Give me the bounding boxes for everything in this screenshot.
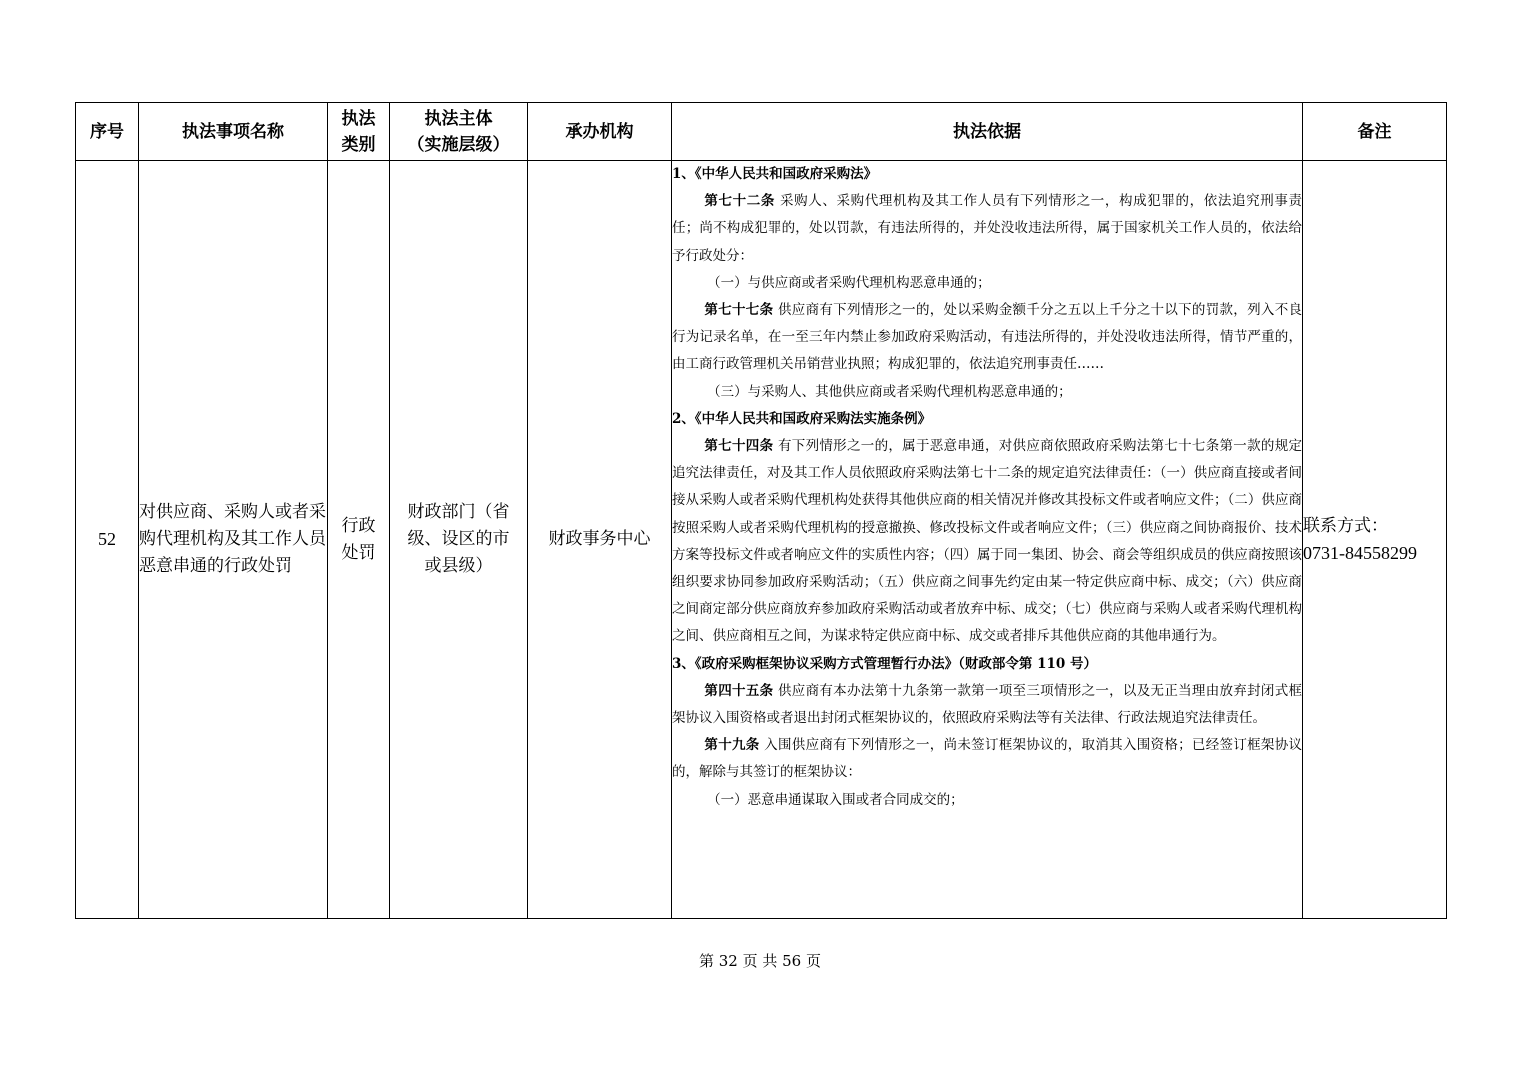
cell-category (328, 161, 390, 919)
header-name: 执法事项名称 (139, 103, 328, 161)
header-agency: 承办机构 (528, 103, 672, 161)
law1-article77 (672, 297, 1302, 379)
law3-title: 3、《政府采购框架协议采购方式管理暂行办法》（财政部令第 110 号） (672, 655, 1097, 672)
law1-article77-text: 供应商有下列情形之一的，处以采购金额千分之五以上千分之十以下的罚款，列入不良行为记录名单，在一至三年内禁止参加政府采购活动，有违法所得的，并处没收违法所得，情节严重的，由工商行政管理机关吊销营业执照；构成犯罪的，依法追究刑事责任…… (672, 302, 1303, 373)
law3-article19-text: 入围供应商有下列情形之一，尚未签订框架协议的，取消其入围资格；已经签订框架协议的，解除与其签订的框架协议： (672, 737, 1303, 781)
cell-item-name: 对供应商、采购人或者采购代理机构及其工作人员恶意串通的行政处罚 (139, 161, 328, 919)
header-subject-line1: 执法主体 (424, 108, 493, 129)
law2-article74-head: 第七十四条 (704, 438, 774, 455)
law1-article72 (672, 188, 1302, 270)
law3-article19 (672, 732, 1302, 786)
law1-article72-head: 第七十二条 (704, 193, 776, 210)
header-row (76, 103, 1447, 161)
law3-article19-item1: （一）恶意串通谋取入围或者合同成交的； (707, 791, 964, 808)
law3-article19-head: 第十九条 (704, 737, 760, 754)
law1-article72-text: 采购人、采购代理机构及其工作人员有下列情形之一，构成犯罪的，依法追究刑事责任；尚不构成犯罪的，处以罚款，有违法所得的，并处没收违法所得，属于国家机关工作人员的，依法给予行政处分： (672, 193, 1303, 264)
page-footer: 第 32 页 共 56 页 (698, 952, 821, 970)
cell-subject: 财政部门（省级、设区的市或县级） (390, 161, 528, 919)
cell-remark (1303, 161, 1447, 919)
header-remark: 备注 (1303, 103, 1447, 161)
law1-title: 1、《中华人民共和国政府采购法》 (672, 166, 878, 182)
remark-label: 联系方式： (1303, 515, 1388, 536)
law1-article72-item1: （一）与供应商或者采购代理机构恶意串通的； (707, 274, 991, 291)
header-basis: 执法依据 (672, 103, 1303, 161)
enforcement-table (75, 102, 1447, 919)
basis-text (672, 161, 1302, 814)
remark-phone: 0731-84558299 (1303, 542, 1417, 563)
cell-seq: 52 (76, 161, 139, 919)
law1-article77-item3: （三）与采购人、其他供应商或者采购代理机构恶意串通的； (707, 383, 1072, 400)
header-category: 执法 类别 (328, 103, 390, 161)
law2-article74-text: 有下列情形之一的，属于恶意串通，对供应商依照政府采购法第七十七条第一款的规定追究法律责任，对及其工作人员依照政府采购法第七十二条的规定追究法律责任：（一）供应商直接或者间接从采购人或者采购代理机构处获得其他供应商的相关情况并修改其投标文件或者响应文件；（二）供应商按照采购人或者采购代理机构的授意撤换、修改投标文件或者响应文件；（三）供应商之间协商报价、技术方案等投标文件或者响应文件的实质性内容；（四）属于同一集团、协会、商会等组织成员的供应商按照该组织要求协同参加政府采购活动；（五）供应商之间事先约定由某一特定供应商中标、成交；（六）供应商之间商定部分供应商放弃参加政府采购活动或者放弃中标、成交；（七）供应商与采购人或者采购代理机构之间、供应商相互之间，为谋求特定供应商中标、成交或者排斥其他供应商的其他串通行为。 (672, 438, 1303, 645)
law2-article74 (672, 433, 1302, 651)
header-subject (390, 103, 528, 161)
table-row (76, 161, 1447, 919)
header-subject-line2: （实施层级） (407, 134, 510, 155)
law3-article45-head: 第四十五条 (704, 682, 774, 699)
category-line1: 行政 (341, 515, 376, 536)
law3-article45-text: 供应商有本办法第十九条第一款第一项至三项情形之一，以及无正当理由放弃封闭式框架协议入围资格或者退出封闭式框架协议的，依照政府采购法等有关法律、行政法规追究法律责任。 (672, 682, 1303, 727)
cell-agency: 财政事务中心 (528, 161, 672, 919)
law3-article45 (672, 678, 1302, 732)
header-seq: 序号 (76, 103, 139, 161)
category-line2: 处罚 (341, 542, 376, 563)
law2-title: 2、《中华人民共和国政府采购法实施条例》 (672, 410, 932, 427)
law1-article77-head: 第七十七条 (704, 302, 774, 319)
cell-basis (672, 161, 1303, 919)
